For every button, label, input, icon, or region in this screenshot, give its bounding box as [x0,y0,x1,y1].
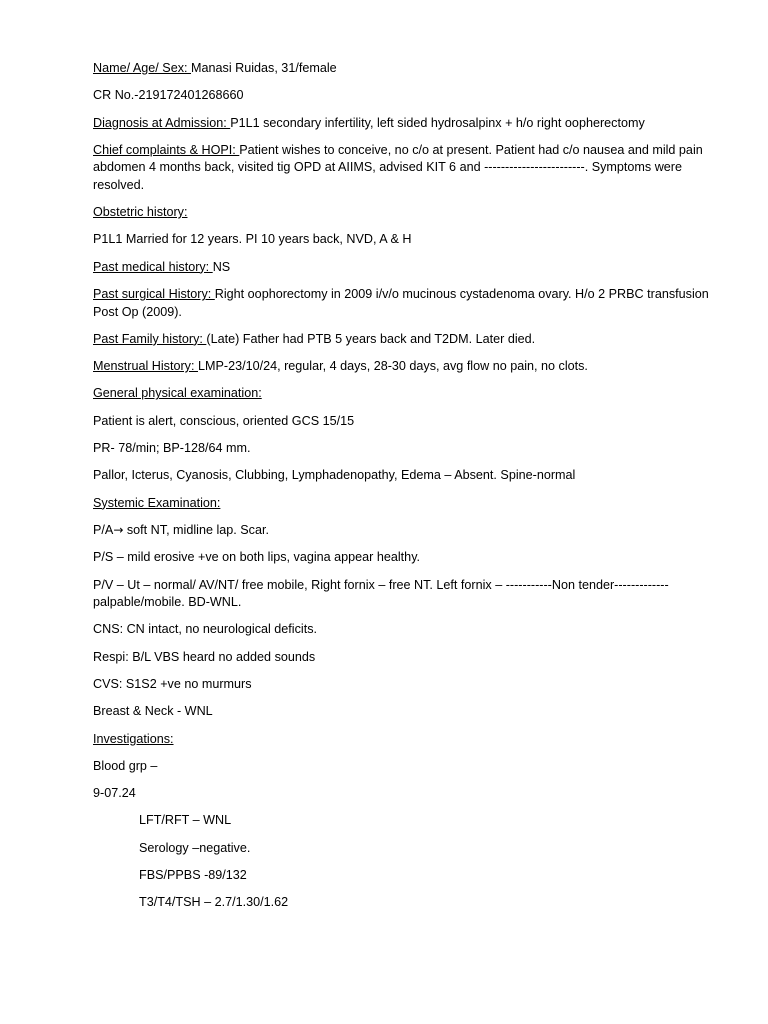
past-medical-history-label: Past medical history: [93,259,213,274]
per-speculum-line: P/S – mild erosive +ve on both lips, vagina appear healthy. [93,550,421,565]
investigations-heading [93,731,733,749]
per-abdomen-line [93,522,733,540]
thyroid-profile-line: T3/T4/TSH – 2.7/1.30/1.62 [139,895,289,910]
obstetric-history-value: P1L1 Married for 12 years. PI 10 years back, NVD, A & H [93,232,412,247]
menstrual-history-value: LMP-23/10/24, regular, 4 days, 28-30 days, avg flow no pain, no clots. [197,359,588,374]
chief-complaints-label: Chief complaints & HOPI: [93,142,240,157]
serology-line: Serology –negative. [139,840,251,855]
obstetric-history-label: Obstetric history: [93,205,188,220]
cns-line: CNS: CN intact, no neurological deficits. [93,622,317,637]
respiratory-line: Respi: B/L VBS heard no added sounds [93,649,316,664]
blood-group-line: Blood grp – [93,758,158,773]
diagnosis-label: Diagnosis at Admission: [93,115,231,130]
per-abdomen-prefix: P/A [93,522,114,537]
systemic-exam-heading [93,495,733,513]
past-family-history-value: (Late) Father had PTB 5 years back and T2DM. Later died. [206,331,536,346]
name-label: Name/ Age/ Sex: [93,61,192,75]
past-surgical-history-paragraph [93,286,733,321]
per-vaginal-paragraph: P/V – Ut – normal/ AV/NT/ free mobile, Right fornix – free NT. Left fornix – -----------Non tender------------- palpable/mobile. BD-WNL. [93,577,669,610]
clinical-note-page [93,60,733,922]
name-value: Manasi Ruidas, 31/female [191,61,337,75]
general-exam-heading [93,385,733,403]
general-exam-label: General physical examination: [93,386,262,401]
obstetric-history-heading [93,204,733,222]
breast-neck-line: Breast & Neck - WNL [93,704,213,719]
chief-complaints-value: Patient wishes to conceive, no c/o at present. Patient had c/o nausea and mild pain abdomen 4 months back, visited tig OPD at AIIMS, advised KIT 6 and ------------------------. Symptoms were resolved. [93,142,703,192]
lft-rft-line: LFT/RFT – WNL [139,813,232,828]
patient-identity-line [93,60,733,78]
past-family-history-line [93,331,733,349]
chief-complaints-paragraph [93,142,733,195]
cvs-line: CVS: S1S2 +ve no murmurs [93,676,252,691]
past-medical-history-value: NS [212,259,231,274]
general-exam-alert: Patient is alert, conscious, oriented GCS 15/15 [93,413,355,428]
general-exam-pallor: Pallor, Icterus, Cyanosis, Clubbing, Lymphadenopathy, Edema – Absent. Spine-normal [93,468,576,483]
cr-number-line: CR No.-219172401268660 [93,88,244,103]
diagnosis-value: P1L1 secondary infertility, left sided hydrosalpinx + h/o right oopherectomy [230,115,645,130]
diagnosis-line [93,115,733,133]
past-family-history-label: Past Family history: [93,331,207,346]
per-abdomen-value: soft NT, midline lap. Scar. [123,522,269,537]
menstrual-history-line [93,358,733,376]
investigations-label: Investigations: [93,731,174,746]
menstrual-history-label: Menstrual History: [93,359,198,374]
investigation-date: 9-07.24 [93,786,136,801]
systemic-exam-label: Systemic Examination: [93,495,221,510]
past-surgical-history-value: Right oophorectomy in 2009 i/v/o mucinous cystadenoma ovary. H/o 2 PRBC transfusion Post Op (2009). [93,287,709,319]
fbs-ppbs-line: FBS/PPBS -89/132 [139,868,247,883]
general-exam-vitals: PR- 78/min; BP-128/64 mm. [93,441,251,456]
past-surgical-history-label: Past surgical History: [93,287,215,302]
arrow-right-icon: → [113,522,124,537]
past-medical-history-line [93,259,733,277]
